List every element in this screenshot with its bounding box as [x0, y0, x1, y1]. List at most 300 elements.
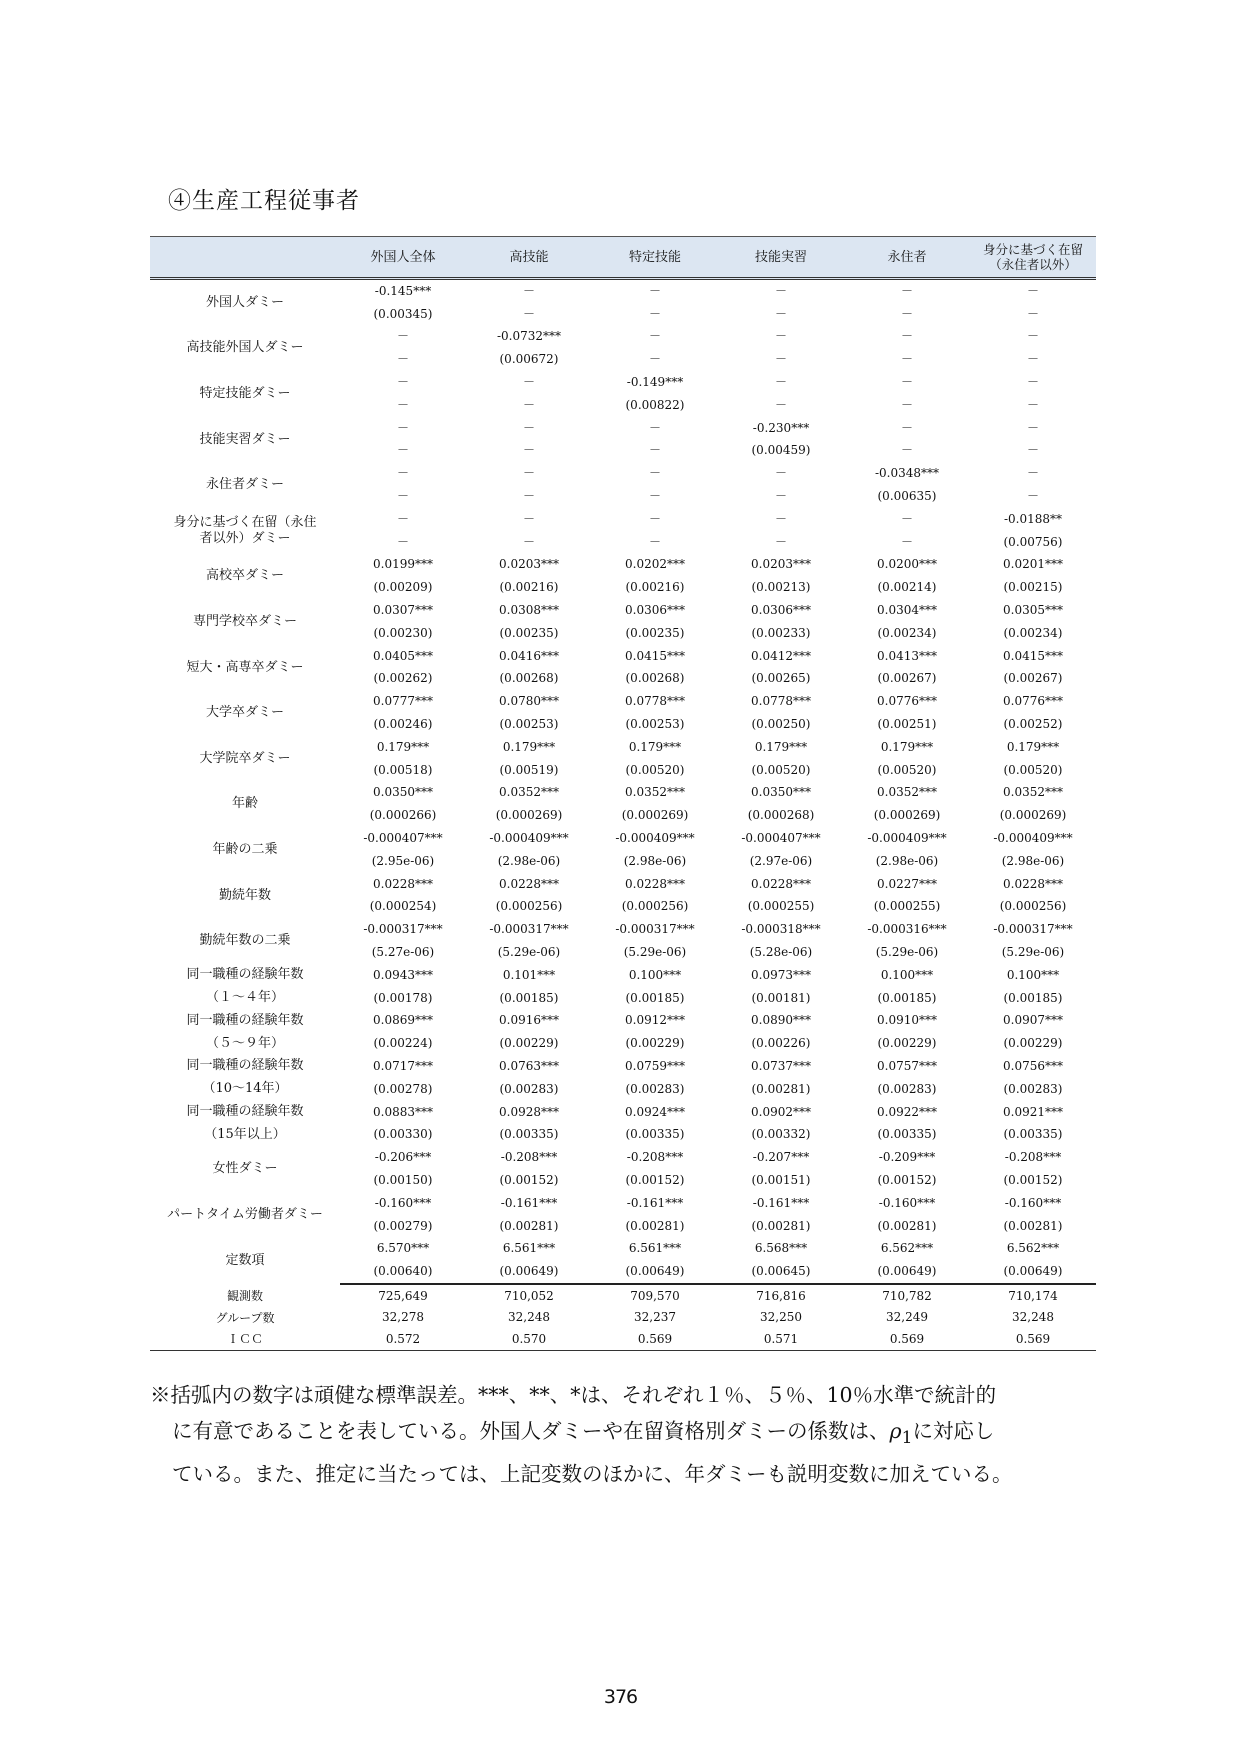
se-cell: － — [522, 443, 535, 458]
row-label: 定数項 — [225, 1252, 265, 1268]
coef-cell: -0.000316*** — [867, 922, 947, 937]
se-cell: － — [396, 443, 409, 458]
table-row-coef — [150, 417, 1096, 440]
se-cell: (5.29e-06) — [623, 945, 687, 959]
coef-cell: 0.0943*** — [373, 967, 433, 982]
coef-cell: -0.208*** — [500, 1150, 558, 1165]
row-label: 年齢 — [231, 796, 258, 812]
se-cell: (0.00185) — [877, 990, 937, 1005]
se-cell: (2.98e-06) — [1001, 853, 1065, 868]
row-label: 高校卒ダミー — [205, 568, 284, 584]
coef-cell: 0.0776*** — [1003, 694, 1063, 709]
se-cell: (0.00520) — [751, 762, 811, 777]
se-cell: (0.00335) — [877, 1127, 937, 1142]
se-cell: (0.00152) — [499, 1172, 559, 1187]
column-header: 高技能 — [466, 237, 592, 279]
row-label: 短大・高専卒ダミー — [186, 659, 304, 675]
table-row-coef — [150, 279, 1096, 303]
table-row-coef — [150, 645, 1096, 668]
coef-cell: － — [1026, 283, 1039, 298]
stat-row — [150, 1328, 1096, 1350]
se-cell: (2.95e-06) — [371, 853, 435, 868]
row-label: 身分に基づく在留（永住者以外）ダミー — [173, 514, 317, 546]
coef-cell: 6.570*** — [376, 1241, 430, 1256]
se-cell: (0.000269) — [495, 808, 563, 823]
table-row-coef — [150, 599, 1096, 622]
se-cell: (0.00250) — [751, 717, 811, 732]
table-row-se — [150, 1032, 1096, 1055]
coef-cell: 0.0780*** — [499, 694, 559, 709]
se-cell: － — [1026, 306, 1039, 321]
coef-cell: － — [900, 329, 913, 344]
se-cell: (0.00520) — [877, 762, 937, 777]
coef-cell: -0.000317*** — [363, 922, 443, 937]
stat-row — [150, 1307, 1096, 1329]
se-cell: (0.00150) — [373, 1172, 433, 1187]
se-cell: (0.00253) — [625, 717, 685, 732]
coef-cell: 0.0763*** — [499, 1058, 559, 1073]
coef-cell: -0.161*** — [626, 1195, 684, 1210]
coef-cell: － — [900, 375, 913, 390]
row-label: 永住者ダミー — [205, 477, 284, 493]
stat-label: 観測数 — [226, 1288, 263, 1303]
coef-cell: 0.0307*** — [373, 603, 433, 618]
coef-cell: -0.230*** — [752, 420, 810, 435]
coef-cell: 0.0777*** — [373, 694, 433, 709]
se-cell: － — [396, 397, 409, 412]
coef-cell: 0.0352*** — [1003, 785, 1063, 800]
stat-cell: 32,248 — [1012, 1310, 1054, 1325]
coef-cell: 0.0415*** — [625, 648, 685, 663]
coef-cell: -0.160*** — [878, 1195, 936, 1210]
rho-subscript: 1 — [901, 1428, 913, 1449]
table-row-coef — [150, 1237, 1096, 1260]
row-label: 勤続年数 — [218, 887, 271, 903]
coef-cell: － — [522, 375, 535, 390]
se-cell: (2.97e-06) — [749, 853, 813, 868]
coef-cell: － — [900, 420, 913, 435]
coef-cell: 0.0883*** — [373, 1104, 433, 1119]
coef-cell: － — [1026, 420, 1039, 435]
coef-cell: 0.101*** — [502, 967, 556, 982]
coef-cell: -0.000317*** — [489, 922, 569, 937]
coef-cell: 0.0203*** — [751, 557, 811, 572]
coef-cell: 0.0924*** — [625, 1104, 685, 1119]
se-cell: (0.00151) — [751, 1172, 811, 1187]
row-label: 技能実習ダミー — [199, 431, 291, 447]
table-header — [150, 237, 1096, 279]
note-line-2 — [150, 1413, 1100, 1456]
coef-cell: -0.149*** — [626, 375, 684, 390]
stat-cell: 710,174 — [1008, 1288, 1058, 1303]
se-cell: (0.00345) — [373, 306, 433, 321]
coef-cell: -0.000409*** — [867, 831, 947, 846]
coef-cell: 0.0306*** — [751, 603, 811, 618]
coef-cell: 0.0757*** — [877, 1058, 937, 1073]
stat-cell: 0.572 — [340, 1328, 466, 1350]
row-label: 専門学校卒ダミー — [192, 613, 297, 629]
coef-cell: 0.0199*** — [373, 557, 433, 572]
row-label: 高技能外国人ダミー — [186, 340, 304, 356]
coef-cell: 0.0352*** — [877, 785, 937, 800]
coef-cell: 0.0928*** — [499, 1104, 559, 1119]
coef-cell: 0.0305*** — [1003, 603, 1063, 618]
se-cell: (0.00672) — [499, 352, 559, 367]
se-cell: － — [900, 352, 913, 367]
se-cell: － — [396, 489, 409, 504]
stat-cell: 0.569 — [970, 1328, 1096, 1350]
se-cell: (0.00234) — [877, 625, 937, 640]
table-row-coef — [150, 1192, 1096, 1215]
coef-cell: 0.0973*** — [751, 967, 811, 982]
coef-cell: 0.0778*** — [751, 694, 811, 709]
se-cell: (0.000255) — [873, 899, 941, 914]
se-cell: (0.00229) — [877, 1036, 937, 1051]
se-cell: (5.27e-06) — [371, 945, 435, 959]
se-cell: (0.000268) — [747, 808, 815, 823]
table-row-coef — [150, 371, 1096, 394]
rho-symbol: ρ — [889, 1419, 902, 1443]
note-line-3: ている。また、推定に当たっては、上記変数のほかに、年ダミーも説明変数に加えている。 — [172, 1462, 1013, 1487]
coef-cell: -0.000317*** — [993, 922, 1073, 937]
coef-cell: -0.000409*** — [489, 831, 569, 846]
coef-cell: 0.0890*** — [751, 1013, 811, 1028]
coef-cell: -0.160*** — [374, 1195, 432, 1210]
coef-cell: 0.0405*** — [373, 648, 433, 663]
coef-cell: 0.100*** — [880, 967, 934, 982]
row-label-sub: （15年以上） — [204, 1126, 286, 1142]
row-label: 大学卒ダミー — [205, 705, 284, 721]
se-cell: (0.00152) — [877, 1172, 937, 1187]
se-cell: － — [900, 397, 913, 412]
coef-cell: 0.0778*** — [625, 694, 685, 709]
column-header: 身分に基づく在留（永住者以外） — [970, 237, 1096, 279]
table-row-coef — [150, 918, 1096, 941]
table-footer — [150, 1284, 1096, 1350]
se-cell: － — [648, 306, 661, 321]
se-cell: (0.00234) — [1003, 625, 1063, 640]
table-note — [150, 1377, 1100, 1492]
se-cell: (0.00635) — [877, 489, 937, 504]
se-cell: － — [648, 443, 661, 458]
coef-cell: 0.0776*** — [877, 694, 937, 709]
note-line-2-post: に対応し — [912, 1419, 995, 1443]
se-cell: － — [774, 534, 787, 549]
se-cell: － — [900, 306, 913, 321]
coef-cell: 0.100*** — [1006, 967, 1060, 982]
coef-cell: 0.0352*** — [499, 785, 559, 800]
row-label: 大学院卒ダミー — [199, 750, 291, 766]
coef-cell: 0.0227*** — [877, 876, 937, 891]
table-row-coef — [150, 690, 1096, 713]
coef-cell: 0.0902*** — [751, 1104, 811, 1119]
stat-cell: 0.571 — [718, 1328, 844, 1350]
coef-cell: 0.0308*** — [499, 603, 559, 618]
row-label: 特定技能ダミー — [199, 385, 291, 401]
se-cell: (0.00185) — [625, 990, 685, 1005]
se-cell: (0.00209) — [373, 580, 433, 595]
coef-cell: 0.0304*** — [877, 603, 937, 618]
coef-cell: 0.0228*** — [499, 876, 559, 891]
coef-cell: -0.145*** — [374, 283, 432, 298]
se-cell: (0.00267) — [1003, 671, 1063, 686]
se-cell: (0.00283) — [625, 1081, 685, 1096]
regression-table-wrap — [150, 236, 1094, 1351]
table-row-coef — [150, 1010, 1096, 1033]
se-cell: (0.00213) — [751, 580, 811, 595]
column-header: 技能実習 — [718, 237, 844, 279]
table-row-se — [150, 1078, 1096, 1101]
se-cell: (0.00649) — [592, 1260, 718, 1284]
se-cell: (5.29e-06) — [497, 945, 561, 959]
row-label: パートタイム労働者ダミー — [167, 1206, 323, 1222]
coef-cell: 6.568*** — [754, 1241, 808, 1256]
coef-cell: -0.0188** — [1003, 511, 1063, 526]
se-cell: (0.000269) — [873, 808, 941, 823]
se-cell: (0.00330) — [373, 1127, 433, 1142]
se-cell: － — [522, 306, 535, 321]
coef-cell: 0.0306*** — [625, 603, 685, 618]
coef-cell: -0.160*** — [1004, 1195, 1062, 1210]
coef-cell: -0.000409*** — [993, 831, 1073, 846]
se-cell: (0.00235) — [499, 625, 559, 640]
se-cell: (2.98e-06) — [875, 853, 939, 868]
stat-cell: 32,237 — [634, 1310, 676, 1325]
coef-cell: － — [396, 329, 409, 344]
row-label-sub: （10～14年） — [202, 1081, 288, 1097]
coef-cell: 0.0756*** — [1003, 1058, 1063, 1073]
table-row-coef — [150, 964, 1096, 987]
coef-cell: -0.208*** — [1004, 1150, 1062, 1165]
table-row-coef — [150, 462, 1096, 485]
coef-cell: 0.179*** — [628, 739, 682, 754]
se-cell: (0.00265) — [751, 671, 811, 686]
stat-label: グループ数 — [215, 1310, 275, 1325]
table-row-coef — [150, 508, 1096, 531]
se-cell: (0.000255) — [747, 899, 815, 914]
se-cell: (0.00283) — [499, 1081, 559, 1096]
se-cell: (0.00278) — [373, 1081, 433, 1096]
stat-cell: 710,052 — [504, 1288, 554, 1303]
section-title: ④生産工程従事者 — [168, 188, 360, 214]
se-cell: (0.00230) — [373, 625, 433, 640]
coef-cell: 0.0415*** — [1003, 648, 1063, 663]
row-label: 同一職種の経験年数 — [186, 1104, 304, 1120]
se-cell: (0.00518) — [373, 762, 433, 777]
regression-table — [150, 236, 1096, 1351]
se-cell: (0.00283) — [1003, 1081, 1063, 1096]
se-cell: (0.00756) — [1003, 534, 1063, 549]
se-cell: (0.00519) — [499, 762, 559, 777]
coef-cell: － — [648, 466, 661, 481]
se-cell: (0.000269) — [999, 808, 1067, 823]
stat-cell: 32,248 — [508, 1310, 550, 1325]
se-cell: (0.000254) — [369, 899, 437, 914]
stat-cell: 32,249 — [886, 1310, 928, 1325]
se-cell: (0.000256) — [495, 899, 563, 914]
coef-cell: － — [522, 283, 535, 298]
row-label: 勤続年数の二乗 — [199, 933, 291, 949]
coef-cell: － — [1026, 375, 1039, 390]
stat-cell: 0.569 — [844, 1328, 970, 1350]
stat-cell: 725,649 — [378, 1288, 428, 1303]
se-cell: (0.00640) — [340, 1260, 466, 1284]
coef-cell: － — [648, 329, 661, 344]
coef-cell: -0.161*** — [500, 1195, 558, 1210]
note-line-2-pre: に有意であることを表している。外国人ダミーや在留資格別ダミーの係数は、 — [172, 1419, 890, 1443]
se-cell: － — [522, 534, 535, 549]
stat-cell: 716,816 — [756, 1288, 806, 1303]
se-cell: (0.00185) — [1003, 990, 1063, 1005]
se-cell: (0.00251) — [877, 717, 937, 732]
coef-cell: -0.207*** — [752, 1150, 810, 1165]
se-cell: (0.00520) — [1003, 762, 1063, 777]
se-cell: (0.00229) — [625, 1036, 685, 1051]
se-cell: (0.00267) — [877, 671, 937, 686]
se-cell: (0.00335) — [625, 1127, 685, 1142]
coef-cell: － — [396, 466, 409, 481]
se-cell: (0.00335) — [1003, 1127, 1063, 1142]
se-cell: (0.00253) — [499, 717, 559, 732]
se-cell: (2.98e-06) — [623, 853, 687, 868]
coef-cell: 6.562*** — [1006, 1241, 1060, 1256]
row-label: 年齢の二乗 — [212, 841, 278, 857]
table-row-coef — [150, 827, 1096, 850]
se-cell: (0.00283) — [877, 1081, 937, 1096]
se-cell: (0.00335) — [499, 1127, 559, 1142]
coef-cell: 0.0228*** — [625, 876, 685, 891]
se-cell: (0.00216) — [625, 580, 685, 595]
se-cell: (0.00281) — [751, 1218, 811, 1233]
se-cell: (0.00214) — [877, 580, 937, 595]
coef-cell: － — [522, 511, 535, 526]
se-cell: (0.00152) — [1003, 1172, 1063, 1187]
coef-cell: － — [900, 511, 913, 526]
se-cell: (5.28e-06) — [749, 945, 813, 959]
se-cell: － — [1026, 443, 1039, 458]
coef-cell: 0.179*** — [376, 739, 430, 754]
se-cell: － — [396, 534, 409, 549]
se-cell: (0.00822) — [625, 397, 685, 412]
se-cell: － — [774, 352, 787, 367]
coef-cell: － — [774, 466, 787, 481]
stat-cell: 0.570 — [466, 1328, 592, 1350]
se-cell: (0.00252) — [1003, 717, 1063, 732]
row-label: 外国人ダミー — [205, 294, 284, 310]
se-cell: (0.00235) — [625, 625, 685, 640]
se-cell: － — [774, 489, 787, 504]
coef-cell: 0.0413*** — [877, 648, 937, 663]
table-row-coef — [150, 873, 1096, 896]
coef-cell: 0.0352*** — [625, 785, 685, 800]
row-label: 同一職種の経験年数 — [186, 1012, 304, 1028]
se-cell: (0.000266) — [369, 808, 437, 823]
coef-cell: 6.561*** — [628, 1241, 682, 1256]
stat-cell: 0.569 — [592, 1328, 718, 1350]
coef-cell: 0.179*** — [502, 739, 556, 754]
coef-cell: 0.0921*** — [1003, 1104, 1063, 1119]
coef-cell: 0.0350*** — [373, 785, 433, 800]
se-cell: － — [774, 397, 787, 412]
coef-cell: － — [774, 283, 787, 298]
table-row-coef — [150, 326, 1096, 349]
se-cell: (0.00649) — [844, 1260, 970, 1284]
table-row-se — [150, 1123, 1096, 1146]
se-cell: (0.00262) — [373, 671, 433, 686]
column-header: 外国人全体 — [340, 237, 466, 279]
coef-cell: 0.0201*** — [1003, 557, 1063, 572]
coef-cell: -0.000407*** — [741, 831, 821, 846]
stat-cell: 32,250 — [760, 1310, 802, 1325]
coef-cell: － — [522, 466, 535, 481]
coef-cell: 0.0228*** — [373, 876, 433, 891]
se-cell: (0.00520) — [625, 762, 685, 777]
coef-cell: － — [396, 375, 409, 390]
coef-cell: 0.0350*** — [751, 785, 811, 800]
coef-cell: － — [648, 420, 661, 435]
coef-cell: － — [900, 283, 913, 298]
header-blank — [150, 237, 340, 279]
coef-cell: -0.161*** — [752, 1195, 810, 1210]
se-cell: － — [774, 306, 787, 321]
se-cell: (0.00281) — [499, 1218, 559, 1233]
coef-cell: -0.0732*** — [496, 329, 562, 344]
se-cell: (5.29e-06) — [1001, 945, 1065, 959]
se-cell: (0.00229) — [499, 1036, 559, 1051]
se-cell: (0.00268) — [499, 671, 559, 686]
stat-cell: 710,782 — [882, 1288, 932, 1303]
se-cell: (0.00226) — [751, 1036, 811, 1051]
stat-cell: 32,278 — [382, 1310, 424, 1325]
se-cell: (0.00215) — [1003, 580, 1063, 595]
coef-cell: 0.0916*** — [499, 1013, 559, 1028]
coef-cell: 0.0922*** — [877, 1104, 937, 1119]
se-cell: (0.00224) — [373, 1036, 433, 1051]
stat-row — [150, 1284, 1096, 1307]
coef-cell: -0.206*** — [374, 1150, 432, 1165]
se-cell: (0.00459) — [751, 443, 811, 458]
se-cell: (0.000256) — [999, 899, 1067, 914]
table-row-coef — [150, 1101, 1096, 1124]
coef-cell: -0.000409*** — [615, 831, 695, 846]
se-cell: － — [1026, 352, 1039, 367]
column-header: 永住者 — [844, 237, 970, 279]
coef-cell: 0.0869*** — [373, 1013, 433, 1028]
se-cell: (0.00178) — [373, 990, 433, 1005]
row-label: 同一職種の経験年数 — [186, 1058, 304, 1074]
coef-cell: 0.0202*** — [625, 557, 685, 572]
se-cell: － — [396, 352, 409, 367]
table-row-coef — [150, 782, 1096, 805]
coef-cell: － — [648, 283, 661, 298]
coef-cell: 0.0228*** — [751, 876, 811, 891]
coef-cell: 0.0200*** — [877, 557, 937, 572]
se-cell: (0.00229) — [1003, 1036, 1063, 1051]
se-cell: (2.98e-06) — [497, 853, 561, 868]
coef-cell: -0.000407*** — [363, 831, 443, 846]
coef-cell: 0.0907*** — [1003, 1013, 1063, 1028]
se-cell: － — [900, 534, 913, 549]
coef-cell: 0.179*** — [754, 739, 808, 754]
se-cell: (0.00216) — [499, 580, 559, 595]
coef-cell: -0.000317*** — [615, 922, 695, 937]
coef-cell: 6.562*** — [880, 1241, 934, 1256]
se-cell: － — [648, 489, 661, 504]
coef-cell: － — [396, 511, 409, 526]
stat-label: ＩＣＣ — [150, 1328, 340, 1350]
coef-cell: 0.0203*** — [499, 557, 559, 572]
se-cell: (0.00281) — [751, 1081, 811, 1096]
